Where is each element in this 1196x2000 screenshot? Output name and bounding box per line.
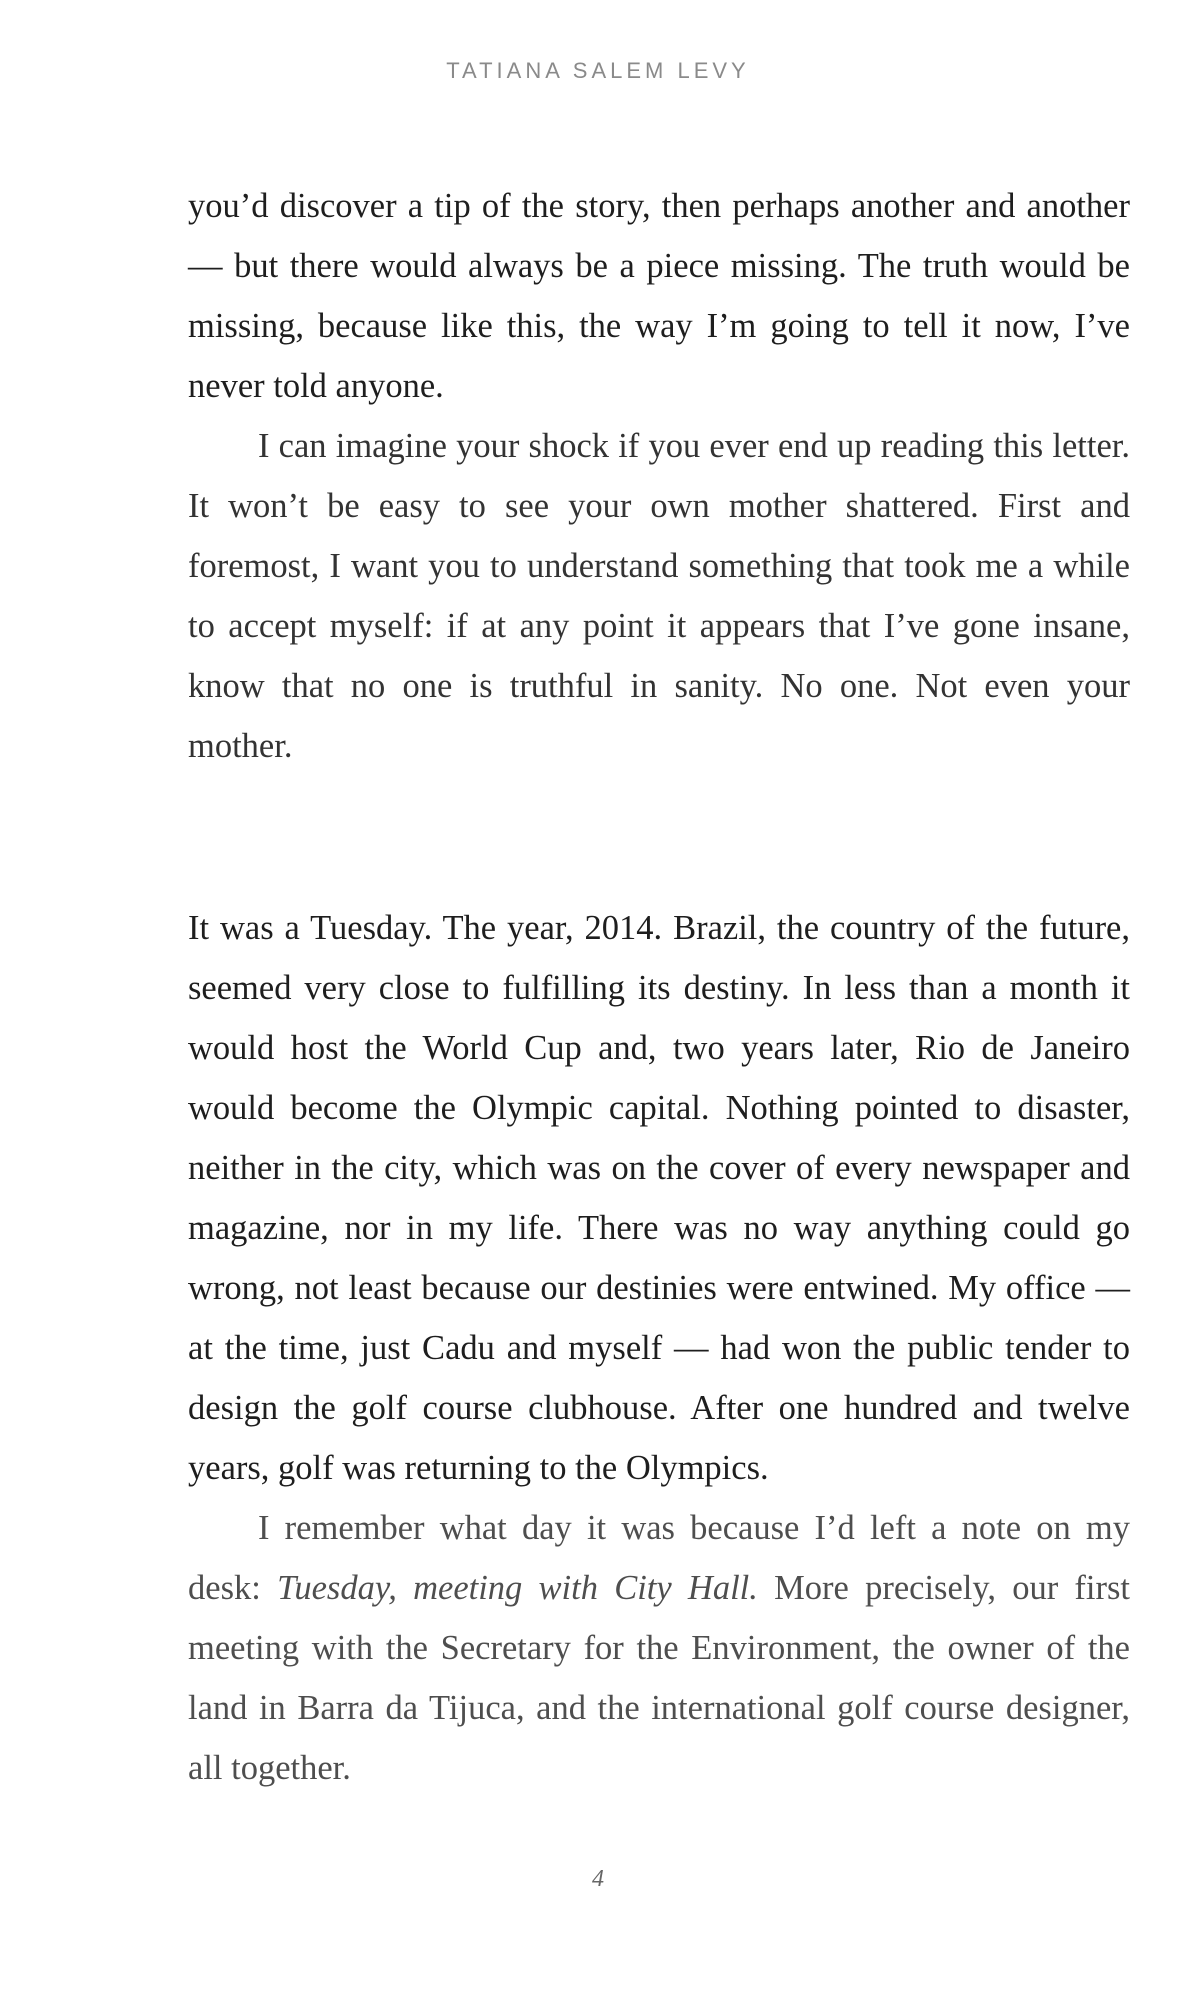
desk-note-italic: Tuesday, meeting with City Hall. bbox=[277, 1569, 758, 1607]
running-header: TATIANA SALEM LEVY bbox=[446, 58, 750, 83]
page-number: 4 bbox=[592, 1866, 604, 1892]
section-1 bbox=[188, 176, 1130, 776]
paragraph-continuation: you’d discover a tip of the story, then perhaps another and another — but there would always be a piece missing. The truth would be missing, because like this, the way I’m going to tell it now, I’ve never told anyone. bbox=[188, 187, 1130, 405]
note-lead-text: I remember what day it was because I’d left a note on my desk: bbox=[188, 1509, 1130, 1607]
paragraph-note bbox=[188, 1498, 1130, 1798]
section-2 bbox=[188, 898, 1130, 1798]
note-trailing-text: More precisely, our first meeting with the Secretary for the Environment, the owner of the land in Barra da Tijuca, and the international golf course designer, all together. bbox=[188, 1569, 1131, 1787]
paragraph-shock: I can imagine your shock if you ever end up reading this letter. It won’t be easy to see your own mother shattered. First and foremost, I want you to understand something that took me a while to accept myself: if at any point it appears that I’ve gone insane, know that no one is truthful in sanity. No one. Not even your mother. bbox=[188, 427, 1130, 765]
paragraph-tuesday: It was a Tuesday. The year, 2014. Brazil, the country of the future, seemed very close to fulfilling its destiny. In less than a month it would host the World Cup and, two years later, Rio de Janeiro would become the Olympic capital. Nothing pointed to disaster, neither in the city, which was on the cover of every newspaper and magazine, nor in my life. There was no way anything could go wrong, not least because our destinies were entwined. My office — at the time, just Cadu and myself — had won the public tender to design the golf course clubhouse. After one hundred and twelve years, golf was returning to the Olympics. bbox=[188, 909, 1130, 1487]
